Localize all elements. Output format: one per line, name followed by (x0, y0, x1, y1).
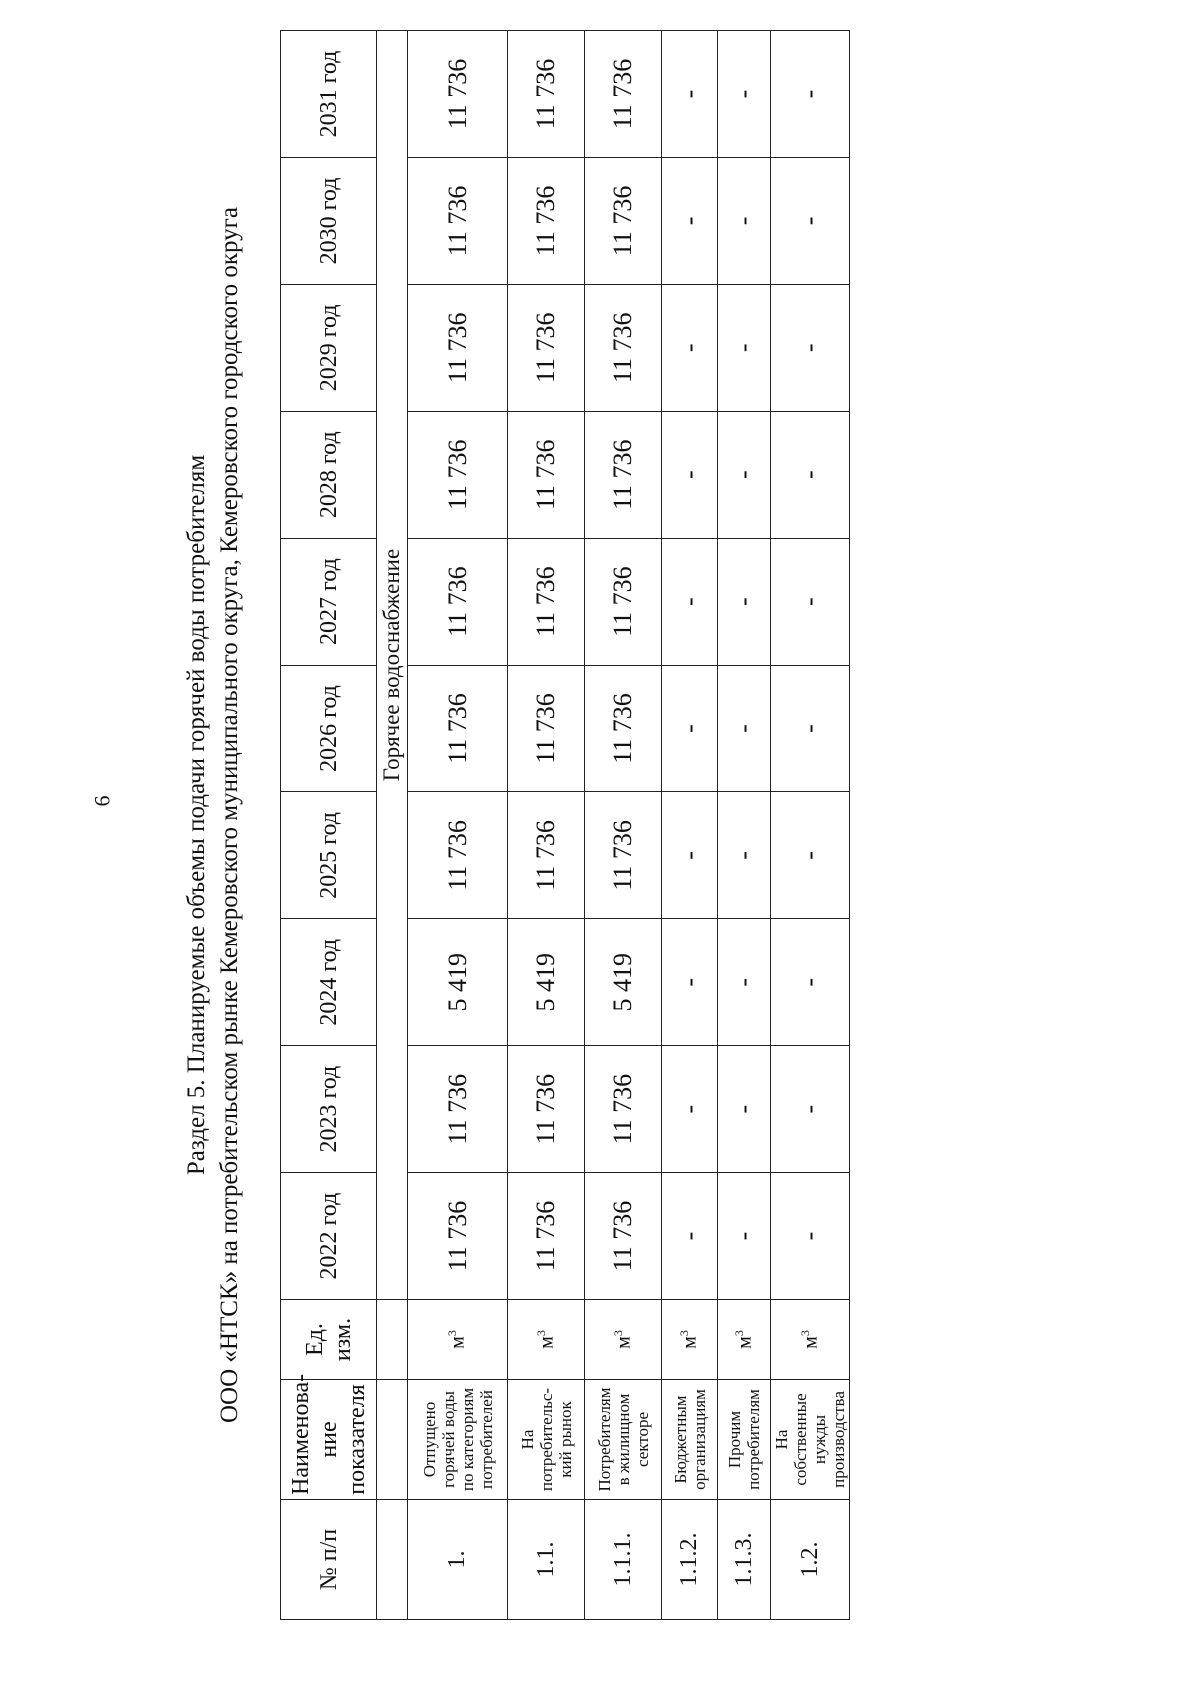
row-value: 11 736 (585, 411, 662, 538)
row-value: 11 736 (508, 538, 585, 665)
row-name: Бюджетным организациям (662, 1380, 718, 1500)
row-value: 11 736 (408, 284, 508, 411)
row-value: 11 736 (408, 157, 508, 284)
row-num: 1.1.2. (662, 1500, 718, 1620)
header-num: № п/п (281, 1500, 377, 1620)
row-value: - (662, 665, 718, 792)
row-value: - (718, 284, 771, 411)
table-row (585, 31, 662, 1620)
row-value: - (771, 919, 850, 1046)
row-value: 11 736 (508, 1046, 585, 1173)
table-row (662, 31, 718, 1620)
row-value: - (662, 411, 718, 538)
row-unit: $м^3$ (408, 1300, 508, 1380)
section-blank-cell (377, 1380, 408, 1500)
row-unit: $м^3$ (771, 1300, 850, 1380)
row-value: - (771, 157, 850, 284)
title-line-2: ООО «НТСК» на потребительском рынке Кемеровского муниципального округа, Кемеровского городского округа (216, 206, 243, 1424)
row-value: - (771, 31, 850, 158)
row-value: - (771, 1046, 850, 1173)
row-value: 11 736 (508, 792, 585, 919)
header-unit: Ед. изм. (281, 1300, 377, 1380)
row-value: - (771, 538, 850, 665)
row-value: - (771, 411, 850, 538)
row-value: - (662, 157, 718, 284)
title-line-1: Раздел 5. Планируемые объемы подачи горячей воды потребителям (183, 454, 210, 1176)
header-year: 2022 год (281, 1173, 377, 1300)
section-title: Горячее водоснабжение (377, 31, 408, 1300)
header-year: 2028 год (281, 411, 377, 538)
row-num: 1.1.3. (718, 1500, 771, 1620)
row-unit: $м^3$ (508, 1300, 585, 1380)
row-value: 11 736 (508, 31, 585, 158)
row-name: Отпущено горячей воды по категориям потребителей (408, 1380, 508, 1500)
row-value: - (718, 157, 771, 284)
row-value: 11 736 (585, 538, 662, 665)
header-row (281, 31, 377, 1620)
row-name: На потребительс-кий рынок (508, 1380, 585, 1500)
header-year: 2025 год (281, 792, 377, 919)
header-year: 2031 год (281, 31, 377, 158)
row-value: 11 736 (408, 411, 508, 538)
header-year: 2026 год (281, 665, 377, 792)
row-value: 11 736 (508, 1173, 585, 1300)
page-number: 6 (89, 795, 115, 807)
row-value: 11 736 (408, 665, 508, 792)
hot-water-volumes-table (280, 30, 850, 1620)
row-value: - (662, 1046, 718, 1173)
row-num: 1. (408, 1500, 508, 1620)
row-value: 11 736 (585, 665, 662, 792)
row-value: 11 736 (585, 31, 662, 158)
row-value: - (718, 411, 771, 538)
row-value: 11 736 (508, 665, 585, 792)
row-value: - (662, 792, 718, 919)
row-name: На собственные нужды производства (771, 1380, 850, 1500)
header-year: 2027 год (281, 538, 377, 665)
row-value: 11 736 (585, 1046, 662, 1173)
row-value: - (718, 665, 771, 792)
row-value: 11 736 (585, 792, 662, 919)
row-value: 11 736 (508, 157, 585, 284)
section-blank-cell (377, 1500, 408, 1620)
row-value: - (662, 1173, 718, 1300)
row-name: Прочим потребителям (718, 1380, 771, 1500)
row-value: - (662, 919, 718, 1046)
row-value: 5 419 (408, 919, 508, 1046)
row-unit: $м^3$ (662, 1300, 718, 1380)
row-value: - (662, 284, 718, 411)
section-blank-cell (377, 1300, 408, 1380)
document-title (180, 0, 246, 1640)
row-num: 1.2. (771, 1500, 850, 1620)
table-row (408, 31, 508, 1620)
section-row (377, 31, 408, 1620)
row-value: - (771, 1173, 850, 1300)
row-unit: $м^3$ (718, 1300, 771, 1380)
rotated-page-content (180, 0, 1200, 1640)
row-value: 11 736 (508, 284, 585, 411)
row-value: 11 736 (585, 157, 662, 284)
row-value: - (771, 665, 850, 792)
header-year: 2023 год (281, 1046, 377, 1173)
row-value: - (662, 538, 718, 665)
header-year: 2029 год (281, 284, 377, 411)
row-value: 11 736 (408, 1046, 508, 1173)
header-name: Наименова-ние показателя (281, 1380, 377, 1500)
table-row (508, 31, 585, 1620)
row-num: 1.1. (508, 1500, 585, 1620)
row-value: 11 736 (408, 538, 508, 665)
row-value: - (771, 792, 850, 919)
row-value: - (662, 31, 718, 158)
row-value: 5 419 (508, 919, 585, 1046)
row-value: 11 736 (408, 31, 508, 158)
row-value: 11 736 (508, 411, 585, 538)
row-value: - (718, 1173, 771, 1300)
row-value: 11 736 (408, 1173, 508, 1300)
row-value: 5 419 (585, 919, 662, 1046)
row-value: - (718, 792, 771, 919)
header-year: 2030 год (281, 157, 377, 284)
row-num: 1.1.1. (585, 1500, 662, 1620)
row-unit: $м^3$ (585, 1300, 662, 1380)
row-value: - (718, 538, 771, 665)
row-value: - (718, 31, 771, 158)
row-name: Потребителям в жилищном секторе (585, 1380, 662, 1500)
row-value: 11 736 (585, 284, 662, 411)
table-row (718, 31, 771, 1620)
row-value: 11 736 (408, 792, 508, 919)
header-year: 2024 год (281, 919, 377, 1046)
row-value: - (771, 284, 850, 411)
table-row (771, 31, 850, 1620)
row-value: - (718, 919, 771, 1046)
row-value: - (718, 1046, 771, 1173)
row-value: 11 736 (585, 1173, 662, 1300)
